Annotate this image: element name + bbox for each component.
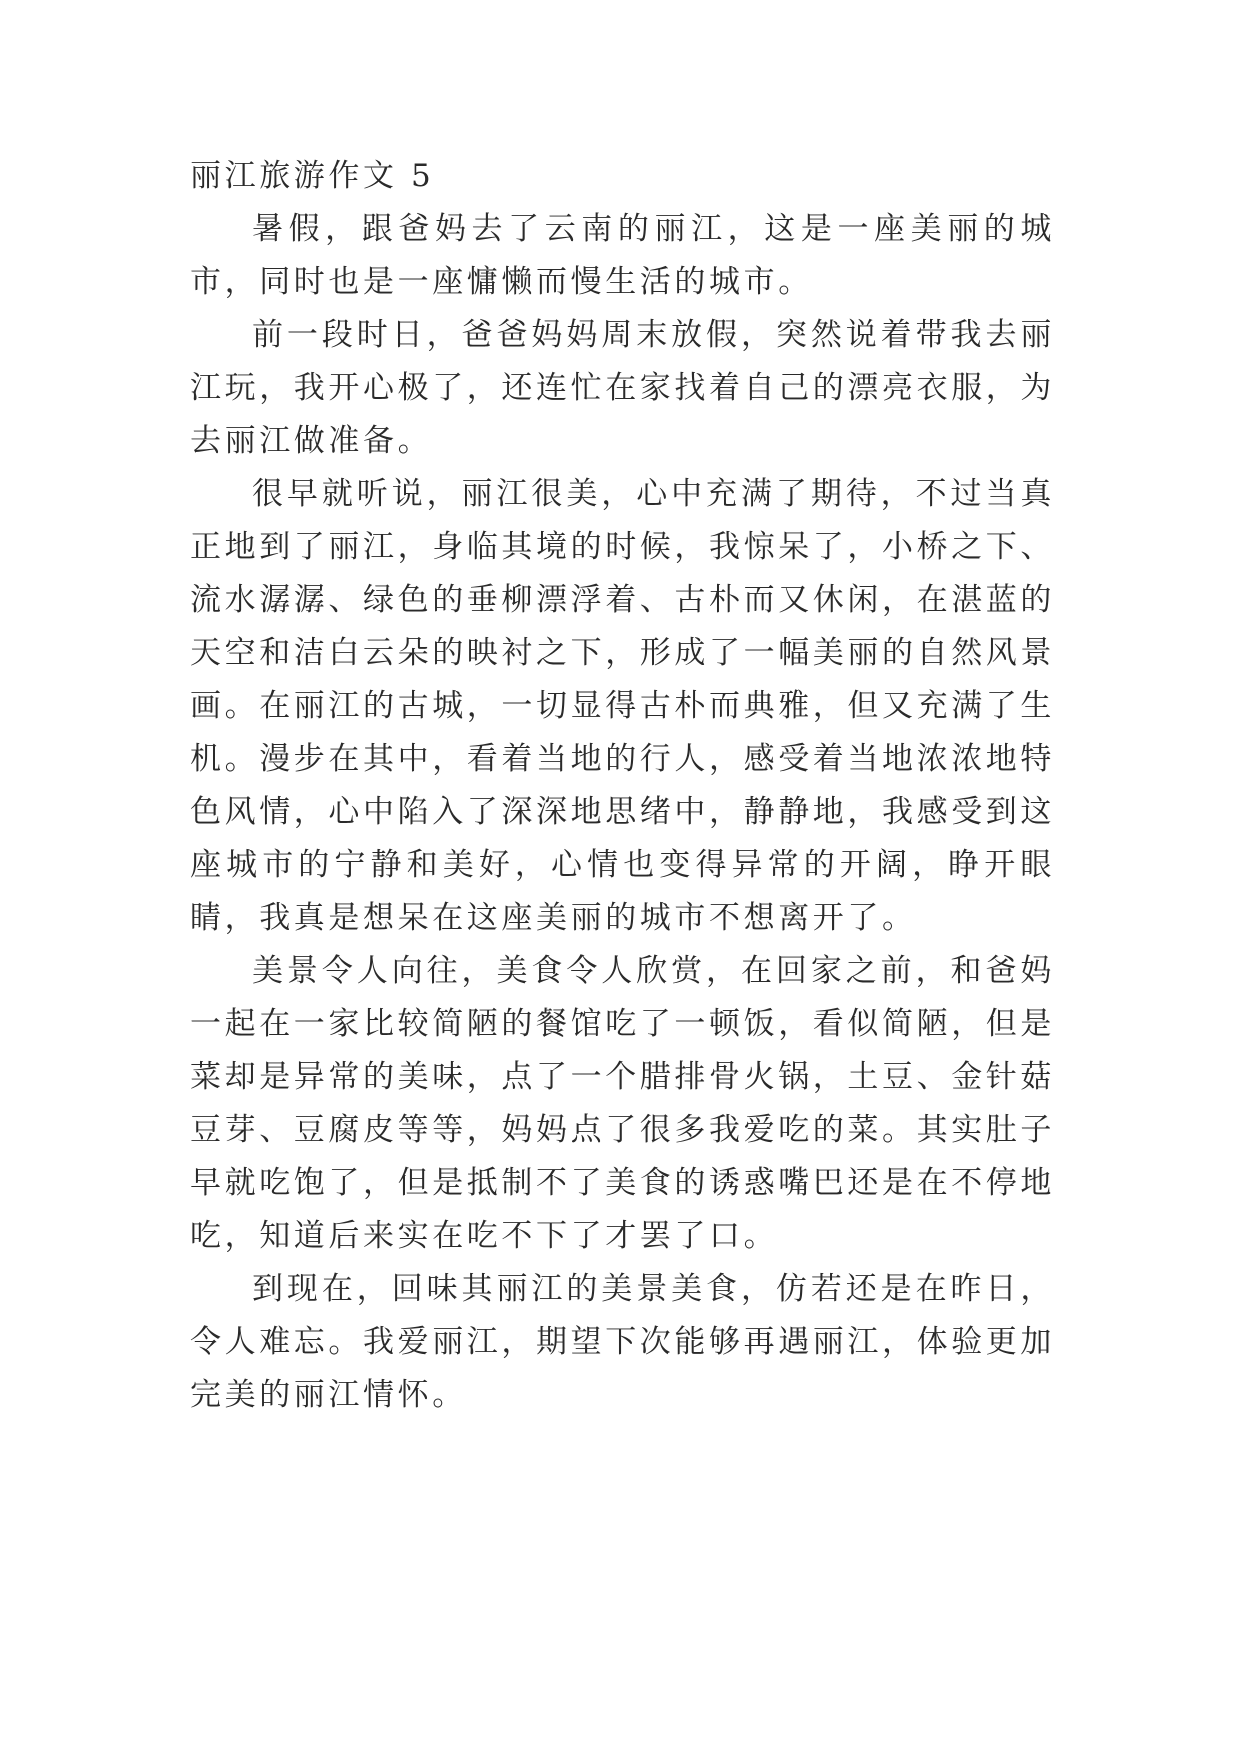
paragraph: 美景令人向往，美食令人欣赏，在回家之前，和爸妈一起在一家比较简陋的餐馆吃了一顿饭，看似简陋，但是菜却是异常的美味，点了一个腊排骨火锅，土豆、金针菇豆芽、豆腐皮等等，妈妈点了很多我爱吃的菜。其实肚子早就吃饱了，但是抵制不了美食的诱惑嘴巴还是在不停地吃，知道后来实在吃不下了才罢了口。 [190,953,1055,1254]
paragraph: 前一段时日，爸爸妈妈周末放假，突然说着带我去丽江玩，我开心极了，还连忙在家找着自己的漂亮衣服，为去丽江做准备。 [190,317,1055,459]
paragraph: 暑假，跟爸妈去了云南的丽江，这是一座美丽的城市，同时也是一座慵懒而慢生活的城市。 [190,211,1055,300]
paragraph: 很早就听说，丽江很美，心中充满了期待，不过当真正地到了丽江，身临其境的时候，我惊呆了，小桥之下、流水潺潺、绿色的垂柳漂浮着、古朴而又休闲，在湛蓝的天空和洁白云朵的映衬之下，形成了一幅美丽的自然风景画。在丽江的古城，一切显得古朴而典雅，但又充满了生机。漫步在其中，看着当地的行人，感受着当地浓浓地特色风情，心中陷入了深深地思绪中，静静地，我感受到这座城市的宁静和美好，心情也变得异常的开阔，睁开眼睛，我真是想呆在这座美丽的城市不想离开了。 [190,476,1055,936]
document-body [190,150,1055,1422]
paragraph: 到现在，回味其丽江的美景美食，仿若还是在昨日，令人难忘。我爱丽江，期望下次能够再遇丽江，体验更加完美的丽江情怀。 [190,1271,1055,1413]
document-title: 丽江旅游作文 5 [190,158,435,194]
